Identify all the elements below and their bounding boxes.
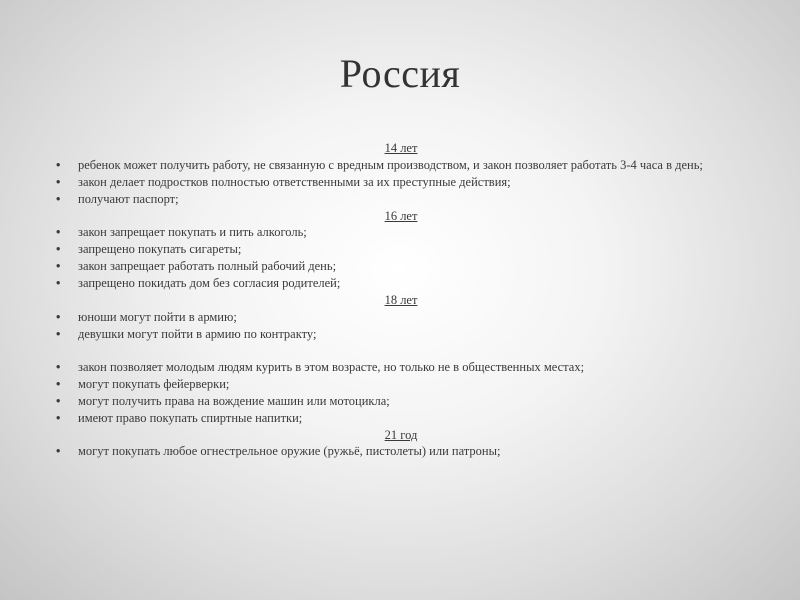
list-item: • запрещено покупать сигареты; — [56, 241, 746, 258]
list-item: • могут покупать фейерверки; — [56, 376, 746, 393]
slide-title: Россия — [339, 51, 461, 96]
list-item: • получают паспорт; — [56, 191, 746, 208]
list-item: • закон запрещает покупать и пить алкоголь; — [56, 224, 746, 241]
list-item: • могут получить права на вождение машин или мотоцикла; — [56, 393, 746, 410]
section-list-18b — [56, 359, 746, 427]
list-item: • закон позволяет молодым людям курить в этом возрасте, но только не в общественных местах; — [56, 359, 746, 376]
list-item: • имеют право покупать спиртные напитки; — [56, 410, 746, 427]
list-item: • юноши могут пойти в армию; — [56, 309, 746, 326]
section-list-18a — [56, 309, 746, 343]
section-heading-14: 14 лет — [384, 141, 418, 155]
section-list-16 — [56, 224, 746, 292]
list-item: • могут покупать любое огнестрельное оружие (ружьё, пистолеты) или патроны; — [56, 443, 746, 460]
section-list-21 — [56, 443, 746, 460]
section-heading-16: 16 лет — [384, 208, 418, 223]
section-heading-18: 18 лет — [384, 293, 418, 307]
list-item: • девушки могут пойти в армию по контракту; — [56, 326, 746, 343]
list-item: • запрещено покидать дом без согласия родителей; — [56, 275, 746, 292]
list-item: • закон запрещает работать полный рабочий день; — [56, 258, 746, 275]
section-list-14 — [56, 157, 746, 208]
slide-content — [56, 140, 746, 460]
section-heading-21: 21 год — [384, 427, 418, 442]
list-item: • закон делает подростков полностью ответственными за их преступные действия; — [56, 174, 746, 191]
blank-line — [56, 343, 746, 359]
list-item: • ребенок может получить работу, не связанную с вредным производством, и закон позволяет работать 3-4 часа в день; — [56, 157, 746, 174]
